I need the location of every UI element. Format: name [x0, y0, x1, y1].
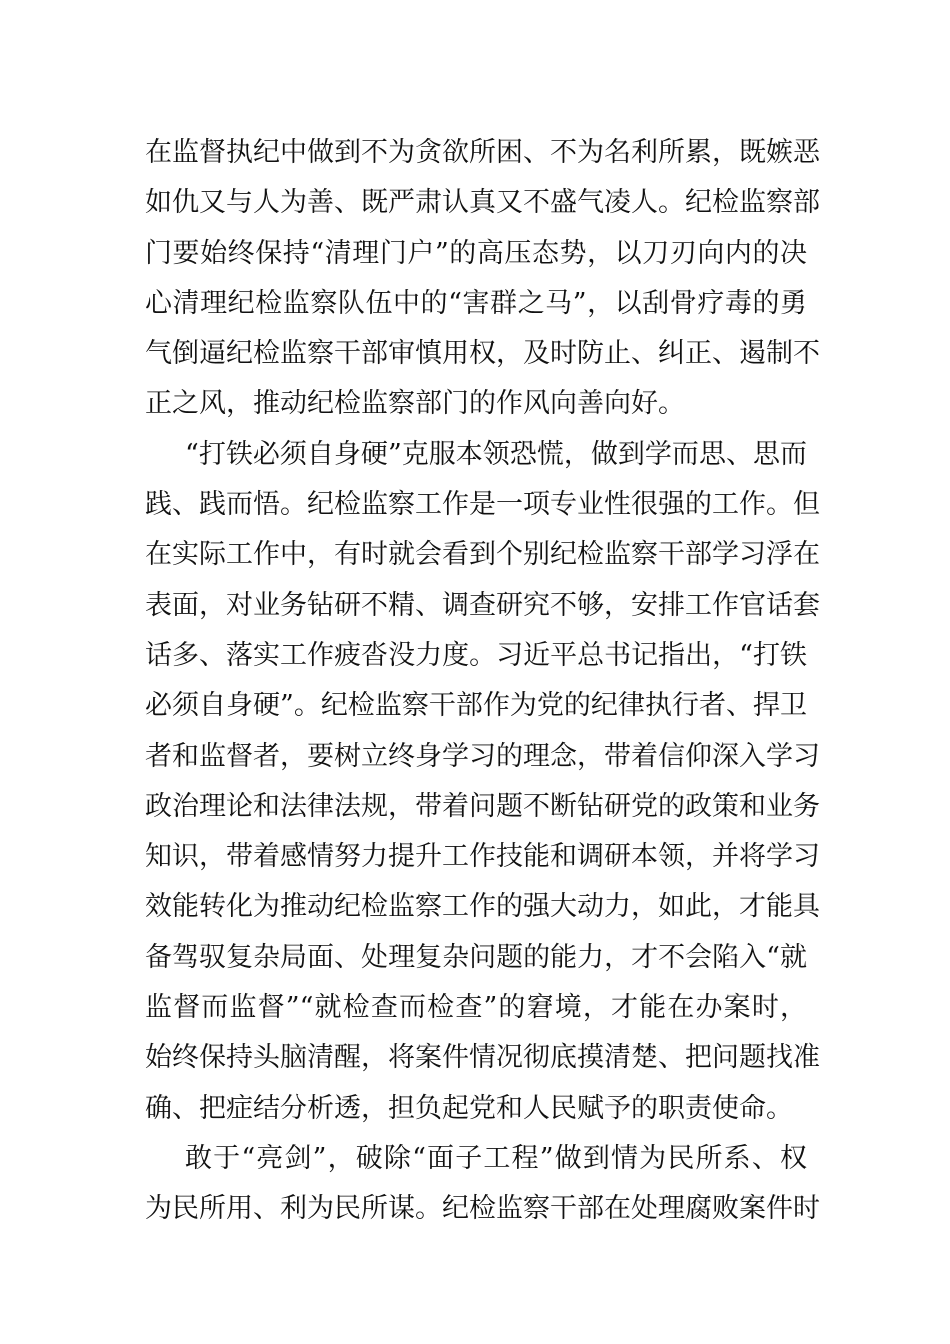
text-line: 效能转化为推动纪检监察工作的强大动力，如此，才能具 [145, 891, 820, 923]
text-line: 备驾驭复杂局面、处理复杂问题的能力，才不会陷入“就 [145, 941, 807, 973]
text-line: 践、践而悟。纪检监察工作是一项专业性很强的工作。但 [145, 489, 820, 521]
text-line: 气倒逼纪检监察干部审慎用权，及时防止、纠正、遏制不 [145, 338, 820, 370]
text-line: 确、把症结分析透，担负起党和人民赋予的职责使命。 [145, 1092, 793, 1124]
text-line: 门要始终保持“清理门户”的高压态势，以刀刃向内的决 [145, 237, 807, 269]
paragraph-2 [145, 430, 820, 1134]
text-line: 者和监督者，要树立终身学习的理念，带着信仰深入学习 [145, 740, 820, 772]
text-line: 表面，对业务钻研不精、调查研究不够，安排工作官话套 [145, 589, 820, 621]
text-line: 必须自身硬”。纪检监察干部作为党的纪律执行者、捍卫 [145, 690, 807, 722]
paragraph-3 [145, 1134, 820, 1235]
text-line: 如仇又与人为善、既严肃认真又不盛气凌人。纪检监察部 [145, 187, 820, 219]
text-line: “打铁必须自身硬”克服本领恐慌，做到学而思、思而 [185, 438, 807, 470]
text-line: 心清理纪检监察队伍中的“害群之马”，以刮骨疗毒的勇 [145, 287, 807, 319]
text-line: 始终保持头脑清醒，将案件情况彻底摸清楚、把问题找准 [145, 1042, 820, 1074]
text-line: 知识，带着感情努力提升工作技能和调研本领，并将学习 [145, 841, 820, 873]
text-line: 监督而监督”“就检查而检查”的窘境，才能在办案时， [145, 992, 807, 1024]
document-body [145, 128, 820, 1235]
text-line: 政治理论和法律法规，带着问题不断钻研党的政策和业务 [145, 790, 820, 822]
text-line: 在实际工作中，有时就会看到个别纪检监察干部学习浮在 [145, 539, 820, 571]
text-line: 话多、落实工作疲沓没力度。习近平总书记指出，“打铁 [145, 639, 807, 671]
text-line: 为民所用、利为民所谋。纪检监察干部在处理腐败案件时 [145, 1193, 820, 1225]
paragraph-1 [145, 128, 820, 430]
text-line: 敢于“亮剑”，破除“面子工程”做到情为民所系、权 [185, 1142, 807, 1174]
text-line: 正之风，推动纪检监察部门的作风向善向好。 [145, 388, 685, 420]
text-line: 在监督执纪中做到不为贪欲所困、不为名利所累，既嫉恶 [145, 137, 820, 168]
